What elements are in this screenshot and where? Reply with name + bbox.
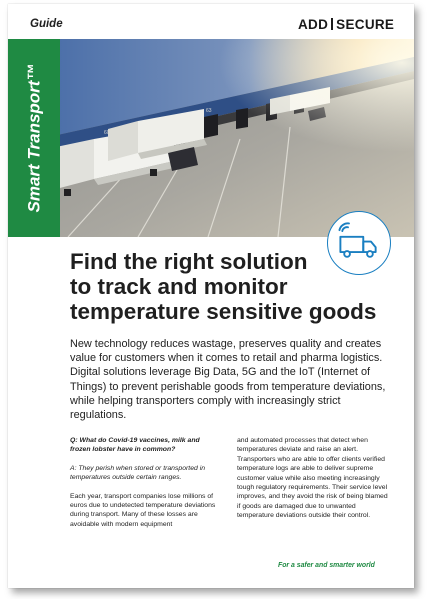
title-line-3: temperature sensitive goods xyxy=(70,299,377,324)
title-line-2: to track and monitor xyxy=(70,274,288,299)
logo-text-right: SECURE xyxy=(336,17,395,32)
addsecure-logo xyxy=(298,17,394,32)
side-band-label-wrap xyxy=(8,39,60,237)
document-type-label: Guide xyxy=(30,18,63,30)
brochure-page xyxy=(8,4,414,588)
question-text: Q: What do Covid-19 vaccines, milk and frozen lobster have in common? xyxy=(70,437,200,454)
logo-text-left: ADD xyxy=(298,17,329,32)
body-column-right xyxy=(237,436,389,530)
answer-text: A: They perish when stored or transported in temperatures outside certain ranges. xyxy=(70,464,206,482)
body-paragraph-1: Each year, transport companies lose millions of euros due to undetected temperature deviations during transport. Many of these losses are avoidable with modern equipment xyxy=(70,492,216,528)
body-paragraph-2: and automated processes that detect when temperatures deviate and raise an alert. Transporters who are able to offer clients verified temperature logs are able to deliver supreme customer value while also meeting increasingly tough regulatory requirements. Their service level improves, and they avoid the risk of being blamed if goods are damaged due to unwanted temperature deviations outside their control. xyxy=(237,437,388,520)
logo-separator xyxy=(331,18,333,30)
intro-paragraph: New technology reduces wastage, preserves quality and creates value for customers when it comes to retail and pharma logistics. Digital solutions leverage Big Data, 5G and the IoT (Internet of Things) to prevent perishable goods from temperature deviations, while helping transporters comply with increasingly strict regulations. xyxy=(70,338,386,422)
page-title xyxy=(70,249,400,324)
body-column-left xyxy=(70,436,222,538)
footer-tagline: For a safer and smarter world xyxy=(278,562,375,569)
loading-dock-photo xyxy=(8,39,414,237)
title-line-1: Find the right solution xyxy=(70,249,308,274)
side-band-label: Smart Transport™ xyxy=(24,63,44,213)
